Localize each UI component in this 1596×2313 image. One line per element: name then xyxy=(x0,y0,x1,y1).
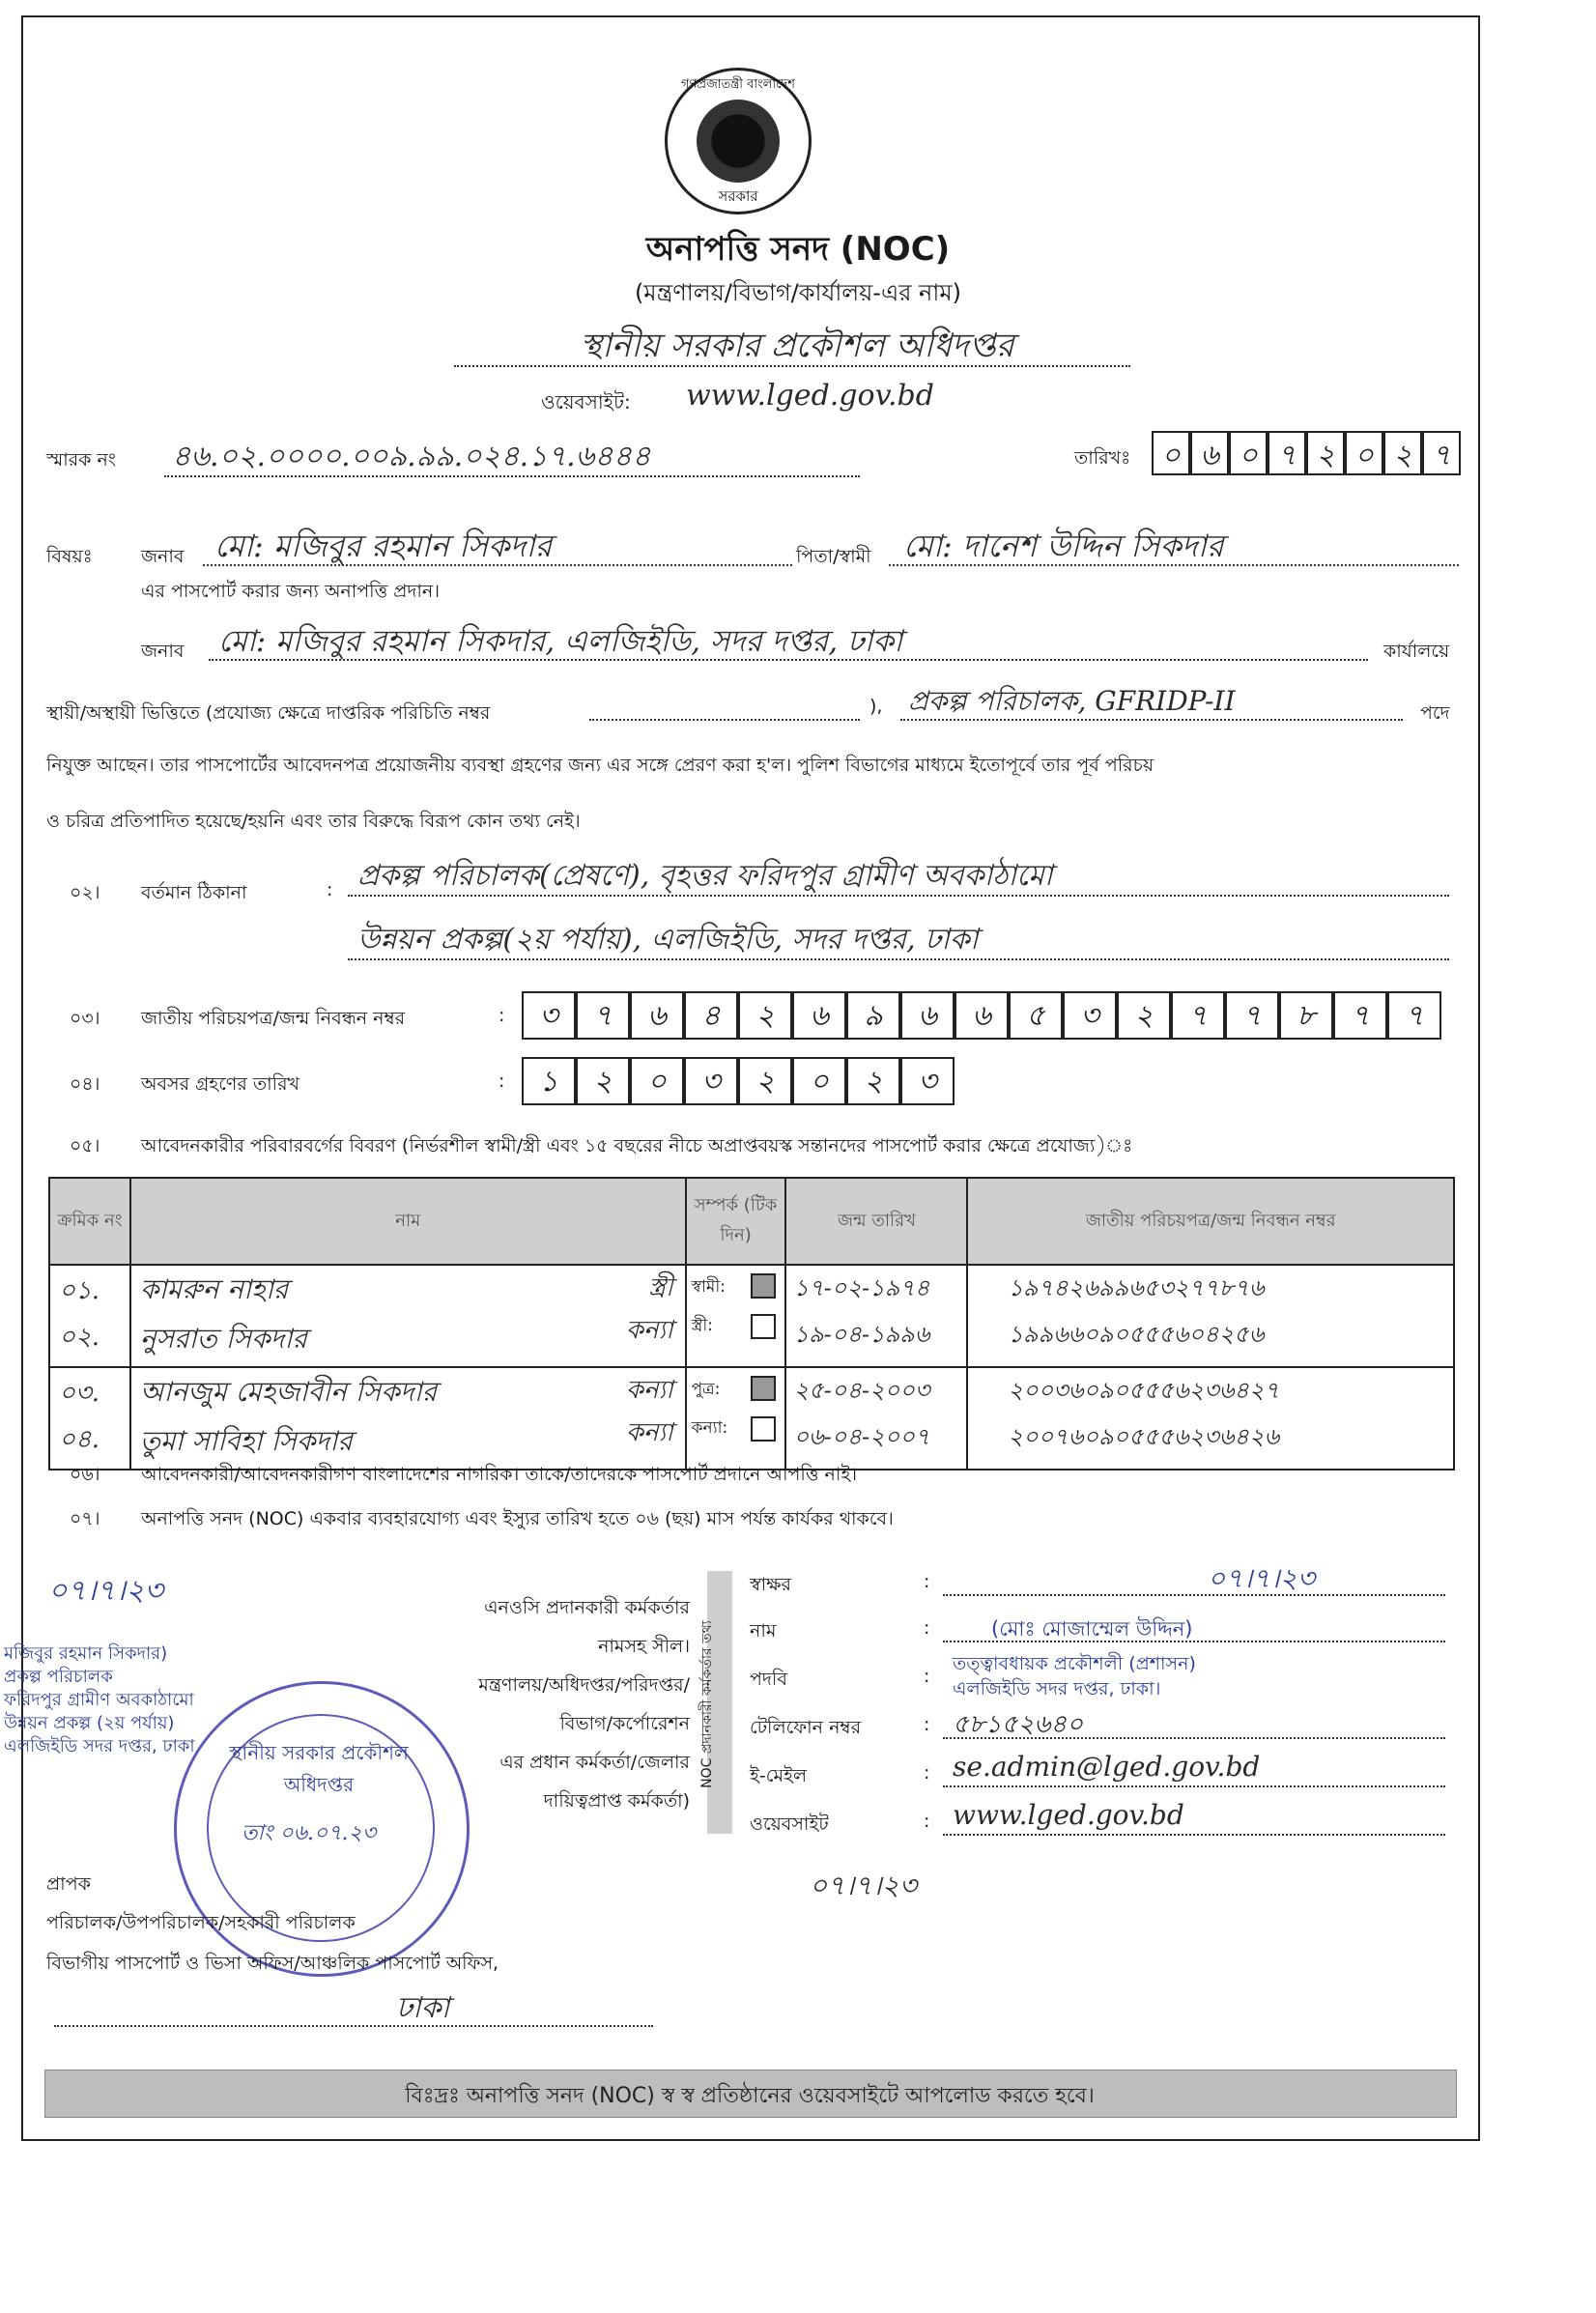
officer-name: (মোঃ মোজাম্মেল উদ্দিন) xyxy=(991,1617,1193,1641)
officer-signature-date: ০৭।৭।২৩ xyxy=(1208,1562,1316,1594)
signatory-caption: মন্ত্রণালয়/অধিদপ্তর/পরিদপ্তর/ xyxy=(478,1674,690,1696)
memo-line xyxy=(164,475,860,477)
seal-bottom-text: সরকার xyxy=(718,187,758,205)
row-name: নুসরাত সিকদার xyxy=(139,1323,307,1355)
table-row xyxy=(49,1265,1454,1367)
row-relation: কন্যা xyxy=(625,1316,673,1345)
body-line2-sep: ), xyxy=(869,696,883,717)
nid-digit-box: ৬ xyxy=(792,991,846,1040)
signatory-caption: নামসহ সীল। xyxy=(598,1636,690,1657)
tick-label: স্ত্রী: xyxy=(691,1316,713,1335)
page-subtitle: (মন্ত্রণালয়/বিভাগ/কার্যালয়-এর নাম) xyxy=(634,279,962,306)
left-stamp-line: উন্নয়ন প্রকল্প (২য় পর্যায়) xyxy=(4,1713,175,1733)
designation: প্রকল্প পরিচালক, GFRIDP-II xyxy=(908,685,1236,717)
field-label: টেলিফোন নম্বর xyxy=(750,1717,862,1738)
serial-cell xyxy=(49,1367,130,1470)
retirement-digit-box: ২ xyxy=(738,1057,792,1105)
subject-label: বিষয়ঃ xyxy=(46,546,93,567)
address-line1-rule xyxy=(348,895,1449,897)
officer-phone: ৫৮১৫২৬৪০ xyxy=(953,1710,1084,1739)
field-colon: : xyxy=(924,1714,930,1735)
signatory-caption: দায়িত্বপ্রাপ্ত কর্মকর্তা) xyxy=(543,1790,690,1812)
date-digit-box: ৬ xyxy=(1190,431,1229,475)
memo-number: ৪৬.০২.০০০০.০০৯.৯৯.০২৪.১৭.৬৪৪৪ xyxy=(172,440,651,473)
left-stamp-line: প্রকল্প পরিচালক xyxy=(4,1667,113,1687)
office-name-line xyxy=(454,365,1130,367)
nid-digit-box: ৬ xyxy=(630,991,684,1040)
tick-cell xyxy=(686,1265,786,1367)
row-name: কামরুন নাহার xyxy=(139,1273,289,1305)
nid-cell xyxy=(967,1265,1454,1367)
date-digit-box: ০ xyxy=(1229,431,1268,475)
date-digit-box: ৭ xyxy=(1268,431,1306,475)
nid-digit-box: ৭ xyxy=(1225,991,1279,1040)
recipient-label: প্রাপক xyxy=(46,1873,91,1895)
row-nid: ১৯৯৬৬০৯০৫৫৫৬০৪২৫৬ xyxy=(1008,1321,1265,1348)
website-line xyxy=(943,1834,1445,1836)
body-name-office: মো: মজিবুর রহমান সিকদার, এলজিইডি, সদর দপ্তর, ঢাকা xyxy=(218,624,903,659)
website-label: ওয়েবসাইট: xyxy=(541,390,631,414)
date-label: তারিখঃ xyxy=(1074,447,1131,469)
row-serial: ০৪. xyxy=(59,1425,100,1454)
item05-num: ০৫। xyxy=(70,1135,100,1156)
retirement-digit-box: ৩ xyxy=(900,1057,955,1105)
phone-line xyxy=(943,1737,1445,1739)
header-name: নাম xyxy=(130,1178,686,1265)
recipient-city: ঢাকা xyxy=(396,1991,450,2025)
recipient-city-line xyxy=(54,2025,653,2027)
nid-digit-box: ৩ xyxy=(1063,991,1117,1040)
left-stamp-line: এলজিইডি সদর দপ্তর, ঢাকা xyxy=(4,1736,195,1756)
row-relation: কন্যা xyxy=(625,1376,673,1405)
left-signature-date: ০৭।৭।২৩ xyxy=(48,1574,163,1608)
item03-label: জাতীয় পরিচয়পত্র/জন্ম নিবন্ধন নম্বর xyxy=(141,1008,406,1029)
nid-digit-box: ৯ xyxy=(846,991,900,1040)
item05-label: আবেদনকারীর পরিবারবর্গের বিবরণ (নির্ভরশীল স্বামী/স্ত্রী এবং ১৫ বছরের নীচে অপ্রাপ্তবয়স্ক সন্তানদের পাসপোর্ট করার ক্ষেত্রে প্রযোজ্য)ঃ xyxy=(141,1135,1133,1156)
retirement-digit-box: ২ xyxy=(576,1057,630,1105)
row-nid: ২০০৩৬০৯০৫৫৫৬২৩৬৪২৭ xyxy=(1008,1377,1280,1404)
header-relation: সম্পর্ক (টিক দিন) xyxy=(686,1178,786,1265)
signatory-caption: এর প্রধান কর্মকর্তা/জেলার xyxy=(499,1752,690,1773)
retirement-digit-box: ০ xyxy=(630,1057,684,1105)
recipient-line1: পরিচালক/উপপরিচালক/সহকারী পরিচালক xyxy=(46,1912,356,1933)
nid-digit-box: ৭ xyxy=(1171,991,1225,1040)
father-name: মো: দানেশ উদ্দিন সিকদার xyxy=(903,528,1224,564)
date-digit-box: ০ xyxy=(1345,431,1383,475)
family-table-header xyxy=(49,1178,1454,1265)
officer-website: www.lged.gov.bd xyxy=(953,1799,1184,1831)
body-janab: জনাব xyxy=(141,641,185,662)
item06-text: আবেদনকারী/আবেদনকারীগণ বাংলাদেশের নাগরিক। তাকে/তাদেরকে পাসপোর্ট প্রদানে আপত্তি নাই। xyxy=(141,1464,858,1485)
signatory-caption: বিভাগ/কর্পোরেশন xyxy=(559,1713,690,1734)
item07-text: অনাপত্তি সনদ (NOC) একবার ব্যবহারযোগ্য এবং ইস্যুর তারিখ হতে ০৬ (ছয়) মাস পর্যন্ত কার্যকর থাকবে। xyxy=(141,1508,894,1529)
item03-num: ০৩। xyxy=(70,1008,100,1029)
nid-digit-box: ৩ xyxy=(522,991,576,1040)
office-suffix: কার্যালয়ে xyxy=(1383,641,1450,662)
date-digit-box: ০ xyxy=(1152,431,1190,475)
name-line xyxy=(943,1641,1445,1642)
field-colon: : xyxy=(924,1666,930,1687)
name-cell xyxy=(130,1265,686,1367)
field-label: নাম xyxy=(750,1620,777,1642)
item03-colon: : xyxy=(499,1005,505,1026)
left-stamp-block xyxy=(4,1642,195,1758)
nid-digit-box: ৭ xyxy=(576,991,630,1040)
subject-janab: জনাব xyxy=(141,546,185,567)
header-serial: ক্রমিক নং xyxy=(49,1178,130,1265)
field-label: ওয়েবসাইট xyxy=(750,1813,829,1835)
seal-emblem xyxy=(697,100,780,183)
left-stamp-line: মজিবুর রহমান সিকদার) xyxy=(4,1643,168,1664)
nid-digit-box: ৭ xyxy=(1387,991,1441,1040)
address-line2-rule xyxy=(348,958,1449,960)
address-line2: উন্নয়ন প্রকল্প(২য় পর্যায়), এলজিইডি, সদর দপ্তর, ঢাকা xyxy=(357,923,979,957)
memo-label: স্মারক নং xyxy=(46,449,117,471)
tick-label: কন্যা: xyxy=(691,1418,728,1438)
tick-label: স্বামী: xyxy=(691,1277,726,1297)
retirement-digit-box: ০ xyxy=(792,1057,846,1105)
field-label: স্বাক্ষর xyxy=(750,1574,791,1595)
row-dob: ১৭-০২-১৯৭৪ xyxy=(793,1274,930,1301)
name-cell xyxy=(130,1367,686,1470)
field-label: পদবি xyxy=(750,1669,787,1690)
signature-line xyxy=(943,1594,1445,1596)
retirement-digit-box: ২ xyxy=(846,1057,900,1105)
signatory-left-block xyxy=(390,1588,690,1820)
dob-cell xyxy=(785,1367,967,1470)
item04-num: ০৪। xyxy=(70,1073,100,1095)
item02-num: ০২। xyxy=(70,882,100,903)
field-label: ই-মেইল xyxy=(750,1765,808,1786)
seal-top-text: গণপ্রজাতন্ত্রী বাংলাদেশ xyxy=(681,77,795,92)
father-label: পিতা/স্বামী xyxy=(796,546,871,567)
signatory-caption: এনওসি প্রদানকারী কর্মকর্তার xyxy=(484,1597,690,1618)
item02-colon: : xyxy=(327,879,333,900)
body-line2-prefix: স্থায়ী/অস্থায়ী ভিত্তিতে (প্রযোজ্য ক্ষেত্রে দাপ্তরিক পরিচিতি নম্বর xyxy=(46,702,491,724)
retirement-digit-box: ১ xyxy=(522,1057,576,1105)
noc-side-band-text: NOC প্রদানকারী কর্মকর্তার তথ্য xyxy=(699,1620,715,1788)
office-name: স্থানীয় সরকার প্রকৌশল অধিদপ্তর xyxy=(580,327,1014,365)
body-line3: নিযুক্ত আছেন। তার পাসপোর্টের আবেদনপত্র প্রয়োজনীয় ব্যবস্থা গ্রহণের জন্য এর সঙ্গে প্রেরণ করা হ'ল। পুলিশ বিভাগের মাধ্যমে ইতোপূর্বে তার পূর্ব পরিচয় xyxy=(46,755,1154,776)
field-colon: : xyxy=(924,1811,930,1832)
family-table xyxy=(48,1177,1455,1471)
row-nid: ১৯৭৪২৬৯৯৬৫৩২৭৭৮৭৬ xyxy=(1008,1274,1265,1301)
officer-designation: তত্ত্বাবধায়ক প্রকৌশলী (প্রশাসন) xyxy=(953,1653,1196,1674)
row-relation: কন্যা xyxy=(625,1418,673,1447)
tick-label: পুত্র: xyxy=(691,1380,721,1399)
field-colon: : xyxy=(924,1762,930,1784)
row-dob: ১৯-০৪-১৯৯৬ xyxy=(793,1321,930,1348)
retirement-digit-box: ৩ xyxy=(684,1057,738,1105)
nid-cell xyxy=(967,1367,1454,1470)
round-stamp-date: তাং ০৬.০৭.২৩ xyxy=(242,1821,377,1845)
officer-email: se.admin@lged.gov.bd xyxy=(953,1751,1261,1783)
nid-digit-box: ২ xyxy=(1117,991,1171,1040)
table-row xyxy=(49,1367,1454,1470)
website-value: www.lged.gov.bd xyxy=(686,379,934,413)
designation-line xyxy=(900,719,1403,721)
nid-digit-box: ৭ xyxy=(1333,991,1387,1040)
page-title: অনাপত্তি সনদ (NOC) xyxy=(645,230,951,269)
field-colon: : xyxy=(924,1571,930,1592)
tick-cell xyxy=(686,1367,786,1470)
subject-line2: এর পাসপোর্ট করার জন্য অনাপত্তি প্রদান। xyxy=(141,581,441,602)
row-dob: ২৫-০৪-২০০৩ xyxy=(793,1377,930,1404)
row-nid: ২০০৭৬০৯০৫৫৫৬২৩৬৪২৬ xyxy=(1008,1423,1280,1450)
date-digit-box: ২ xyxy=(1306,431,1345,475)
left-stamp-line: ফরিদপুর গ্রামীণ অবকাঠামো xyxy=(4,1690,194,1710)
applicant-name-line xyxy=(203,564,792,566)
address-line1: প্রকল্প পরিচালক(প্রেষণে), বৃহত্তর ফরিদপুর গ্রামীণ অবকাঠামো xyxy=(357,859,1053,893)
email-line xyxy=(943,1785,1445,1787)
nid-digit-box: ৪ xyxy=(684,991,738,1040)
row-serial: ০৩. xyxy=(59,1379,100,1408)
date-digit-box: ২ xyxy=(1383,431,1422,475)
item07-num: ০৭। xyxy=(70,1508,100,1529)
date-digit-box: ৭ xyxy=(1422,431,1461,475)
row-serial: ০২. xyxy=(59,1323,100,1352)
row-name: তুমা সাবিহা সিকদার xyxy=(139,1425,353,1457)
item06-num: ০৬। xyxy=(70,1464,100,1485)
officer-office: এলজিইডি সদর দপ্তর, ঢাকা। xyxy=(953,1678,1161,1699)
checkbox-spouse[interactable] xyxy=(751,1273,776,1299)
father-name-line xyxy=(889,564,1459,566)
nid-digit-box: ২ xyxy=(738,991,792,1040)
checkbox-spouse[interactable] xyxy=(751,1314,776,1339)
row-name: আনজুম মেহজাবীন সিকদার xyxy=(139,1376,438,1408)
item02-label: বর্তমান ঠিকানা xyxy=(141,882,247,903)
nid-digit-box: ৫ xyxy=(1009,991,1063,1040)
header-dob: জন্ম তারিখ xyxy=(785,1178,967,1265)
row-serial: ০১. xyxy=(59,1276,100,1305)
checkbox-son[interactable] xyxy=(751,1376,776,1401)
item04-colon: : xyxy=(499,1071,505,1092)
item04-label: অবসর গ্রহণের তারিখ xyxy=(141,1073,300,1095)
nid-digit-box: ৬ xyxy=(955,991,1009,1040)
recipient-line2: বিভাগীয় পাসপোর্ট ও ভিসা অফিস/আঞ্চলিক পাসপোর্ট অফিস, xyxy=(46,1953,499,1974)
footer-note: বিঃদ্রঃ অনাপত্তি সনদ (NOC) স্ব স্ব প্রতিষ্ঠানের ওয়েবসাইটে আপলোড করতে হবে। xyxy=(405,2084,1095,2108)
field-colon: : xyxy=(924,1617,930,1639)
header-nid: জাতীয় পরিচয়পত্র/জন্ম নিবন্ধন নম্বর xyxy=(967,1178,1454,1265)
designation-suffix: পদে xyxy=(1420,702,1450,724)
dob-cell xyxy=(785,1265,967,1367)
serial-cell xyxy=(49,1265,130,1367)
round-stamp-text: স্থানীয় সরকার প্রকৌশল অধিদপ্তর xyxy=(229,1741,409,1796)
checkbox-daughter[interactable] xyxy=(751,1416,776,1442)
initial-date: ০৭।৭।২৩ xyxy=(810,1870,918,1901)
row-relation: স্ত্রী xyxy=(648,1273,673,1302)
body-line4: ও চরিত্র প্রতিপাদিত হয়েছে/হয়নি এবং তার বিরুদ্ধে বিরূপ কোন তথ্য নেই। xyxy=(46,811,581,832)
row-dob: ০৬-০৪-২০০৭ xyxy=(793,1423,930,1450)
nid-digit-box: ৮ xyxy=(1279,991,1333,1040)
body-name-line xyxy=(209,659,1368,661)
applicant-name: মো: মজিবুর রহমান সিকদার xyxy=(214,528,553,564)
nid-digit-box: ৬ xyxy=(900,991,955,1040)
official-id-line xyxy=(589,719,860,721)
